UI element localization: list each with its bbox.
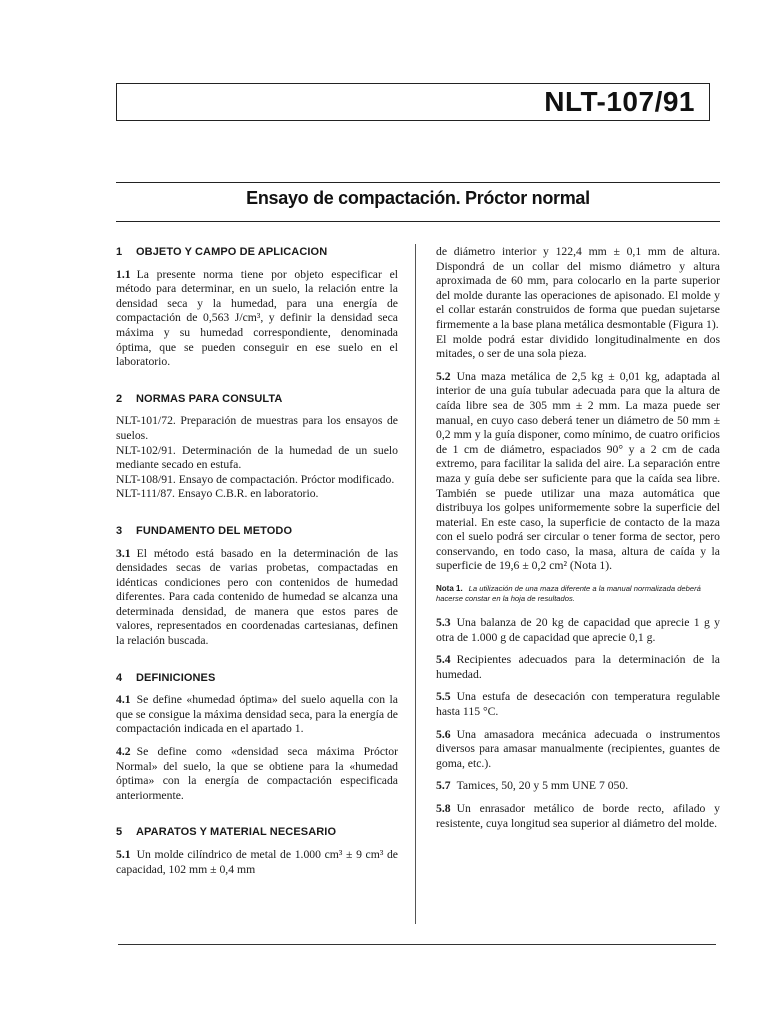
section-2 xyxy=(116,392,398,502)
section-3 xyxy=(116,524,398,649)
paragraph-4-1: 4.1 Se define «humedad óptima» del suelo aquella con la que se consigue la máxima densidad seca, para la energía de compactación indicada en el apartado 1. xyxy=(116,693,398,736)
section-heading: 1 OBJETO Y CAMPO DE APLICACION xyxy=(116,246,328,258)
section-4 xyxy=(116,671,398,804)
section-heading: 5 APARATOS Y MATERIAL NECESARIO xyxy=(116,826,337,839)
paragraph-5-7: 5.7 Tamices, 50, 20 y 5 mm UNE 7 050. xyxy=(436,779,629,793)
reference-item: NLT-111/87. Ensayo C.B.R. en laboratorio. xyxy=(116,487,319,501)
page-title: Ensayo de compactación. Próctor normal xyxy=(246,188,590,208)
section-5 xyxy=(116,825,398,877)
section-heading: 4 DEFINICIONES xyxy=(116,671,216,684)
standard-code-box xyxy=(116,83,710,121)
reference-item: NLT-101/72. Preparación de muestras para los ensayos de suelos. xyxy=(116,414,398,442)
reference-item: NLT-102/91. Determinación de la humedad de un suelo mediante secado en estufa. xyxy=(116,443,398,472)
section-heading: 2 NORMAS PARA CONSULTA xyxy=(116,392,283,405)
paragraph-4-2: 4.2 Se define como «densidad seca máxima Próctor Normal» del suelo, la que se obtiene para la «humedad óptima» con la energía de compactación especificada anteriormente. xyxy=(116,745,398,802)
title-bottom-rule xyxy=(116,221,720,222)
paragraph-5-3: 5.3 Una balanza de 20 kg de capacidad que aprecie 1 g y otra de 1.000 g de capacidad que aprecie 0,1 g. xyxy=(436,616,720,644)
paragraph-5-6: 5.6 Una amasadora mecánica adecuada o instrumentos diversos para amasar manualmente (recipientes, guantes de goma, etc.). xyxy=(436,727,720,770)
note-1: Nota 1. La utilización de una maza diferente a la manual normalizada deberá hacerse constar en la hoja de resultados. xyxy=(436,584,701,604)
standard-code: NLT-107/91 xyxy=(544,86,695,117)
section-heading: 3 FUNDAMENTO DEL METODO xyxy=(116,524,293,537)
paragraph-5-8: 5.8 Un enrasador metálico de borde recto, afilado y resistente, cuya longitud sea superior al diámetro del molde. xyxy=(436,802,720,830)
right-column xyxy=(436,245,720,831)
left-column xyxy=(116,245,398,899)
paragraph-3-1: 3.1 El método está basado en la determinación de las densidades secas de varias probetas, compactadas en idénticas condiciones pero con contenidos de humedad diferentes. Para cada contenido de humedad se alcanza una determinada densidad, de manera que estos pares de valores, representados en coordenadas cartesianas, definen la relación buscada. xyxy=(116,546,398,648)
paragraph-5-5: 5.5 Una estufa de desecación con temperatura regulable hasta 115 °C. xyxy=(436,690,720,719)
paragraph-5-1-continued: de diámetro interior y 122,4 mm ± 0,1 mm de altura. Dispondrá de un collar del mismo diámetro y altura aproximada de 60 mm, para colocarlo en la parte superior del molde durante las operaciones de apisonado. El molde y el collar estarán construidos de forma que puedan sujetarse firmemente a la base plana metálica desmontable (Figura 1). xyxy=(436,245,720,331)
column-divider xyxy=(415,244,416,924)
paragraph-1-1: 1.1 La presente norma tiene por objeto especificar el método para determinar, en un suelo, la relación entre la densidad seca y la humedad, para una energía de compactación de 0,563 J/cm³, y definir la densidad seca máxima y su humedad correspondiente, denominada óptima, que se pueden conseguir en ese suelo en el laboratorio. xyxy=(116,267,398,369)
paragraph-5-1-mold-note: El molde podrá estar dividido longitudinalmente en dos mitades, o ser de una sola pieza. xyxy=(436,332,720,361)
reference-item: NLT-108/91. Ensayo de compactación. Próctor modificado. xyxy=(116,472,395,486)
page-bottom-rule xyxy=(118,944,716,945)
title-top-rule xyxy=(116,182,720,183)
paragraph-5-4: 5.4 Recipientes adecuados para la determinación de la humedad. xyxy=(436,653,720,681)
section-1 xyxy=(116,245,398,370)
paragraph-5-2: 5.2 Una maza metálica de 2,5 kg ± 0,01 kg, adaptada al interior de una guía tubular adecuada para que la altura de caída libre sea de 305 mm ± 2 mm. La maza puede ser manual, en cuyo caso deberá tener un diámetro de 50 mm ± 0,2 mm y la guía disponer, como mínimo, de cuatro orificios de 1 cm de diámetro, espaciados 90° y a 2 cm de cada extremo, para facilitar la salida del aire. La separación entre maza y guía debe ser suficiente para que la caída sea libre. También se puede utilizar una maza automática que distribuya los golpes uniformemente sobre la superficie del material. En este caso, la superficie de contacto de la maza con el suelo podrá ser circular o tener forma de sector, pero conservando, en todo caso, la masa, altura de caída y la superficie de 19,6 ± 0,2 cm² (Nota 1). xyxy=(436,369,720,573)
paragraph-5-1: 5.1 Un molde cilíndrico de metal de 1.000 cm³ ± 9 cm³ de capacidad, 102 mm ± 0,4 mm xyxy=(116,848,398,876)
